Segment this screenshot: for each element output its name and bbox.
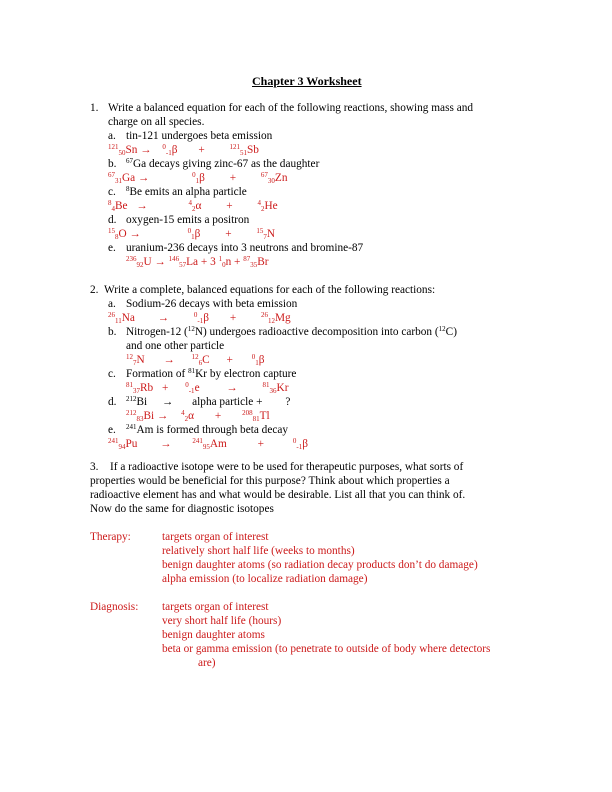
q2-text: Write a complete, balanced equations for each of the following reactions: [104, 284, 436, 296]
plus: + [198, 144, 205, 156]
q3-number: 3. [90, 461, 99, 473]
plus: + [229, 312, 237, 324]
q2b-text: Nitrogen-12 ($^{12}$N) undergoes radioactive decomposition into carbon ($^{12}$C) [126, 325, 457, 338]
therapy-item: alpha emission (to localize radiation damage) [162, 573, 368, 585]
q2e-equation [108, 438, 308, 451]
arrow: → [163, 354, 175, 366]
q2c-equation [126, 382, 288, 395]
nuclide: $^{67}_{30}$Zn [260, 171, 288, 185]
q1-text-line2: charge on all species. [108, 116, 205, 128]
nuclide: $^0_{-1}$β [193, 311, 209, 325]
q2a-equation [108, 312, 291, 325]
arrow: → [138, 172, 150, 184]
q1d-label: d. [108, 214, 117, 226]
plus: + [229, 172, 237, 184]
q1a-text: tin-121 undergoes beta emission [126, 130, 273, 142]
nuclide: $^8_4$Be [108, 199, 128, 213]
q2e-text: $^{241}$Am is formed through beta decay [126, 423, 289, 436]
page-title: Chapter 3 Worksheet [252, 74, 362, 88]
diagnosis-item: beta or gamma emission (to penetrate to outside of body where detectors [162, 643, 491, 655]
q1a-label: a. [108, 130, 116, 142]
therapy-item: relatively short half life (weeks to months) [162, 545, 355, 557]
plus: + [200, 256, 208, 268]
q1d-equation [108, 228, 275, 241]
q2a-label: a. [108, 298, 116, 310]
nuclide: $^{15}_8$O [108, 227, 127, 241]
nuclide: $^{12}_6$C [191, 353, 210, 367]
q2c-text: Formation of $^{81}$Kr by electron capture [126, 367, 297, 380]
q2d-equation [126, 410, 270, 423]
nuclide: $^{146}_{57}$La [168, 255, 199, 269]
arrow: → [140, 144, 152, 156]
nuclide: $^{208}_{81}$Tl [242, 409, 270, 423]
q2d-label: d. [108, 396, 117, 408]
diagnosis-item: benign daughter atoms [162, 629, 265, 641]
q1c-label: c. [108, 186, 116, 198]
nuclide: $^0_{-1}$e [185, 381, 200, 395]
nuclide: $^{121}_{51}$Sb [229, 143, 259, 157]
diagnosis-item: are) [198, 657, 216, 669]
plus: + [162, 382, 169, 394]
q1e-equation [126, 256, 269, 269]
plus: + [234, 256, 241, 268]
q1a-equation [108, 144, 259, 157]
diagnosis-label: Diagnosis: [90, 601, 139, 613]
nuclide: $^{121}_{50}$Sn [108, 143, 138, 157]
nuclide: $^{15}_7$N [256, 227, 276, 241]
therapy-item: targets organ of interest [162, 531, 269, 543]
diagnosis-item: very short half life (hours) [162, 615, 282, 627]
nuclide: $^4_2$α [188, 199, 202, 213]
plus: + [226, 200, 233, 212]
q2b-equation [126, 354, 264, 367]
q2a-text: Sodium-26 decays with beta emission [126, 298, 298, 310]
therapy-label: Therapy: [90, 531, 131, 543]
nuclide: $^4_2$He [257, 199, 278, 213]
arrow: → [129, 228, 141, 240]
plus: + [257, 438, 265, 450]
nuclide: $^1_0$n [218, 255, 232, 269]
arrow: → [154, 256, 166, 268]
nuclide: $^{26}_{12}$Mg [261, 311, 291, 325]
q3-line3: radioactive element has and what would be desirable. List all that you can think of. [90, 489, 466, 501]
nuclide: $^0_1$β [251, 353, 265, 367]
arrow: → [157, 410, 169, 422]
nuclide: $^{81}_{36}$Kr [262, 381, 289, 395]
q2-number: 2. [90, 284, 99, 296]
nuclide: $^4_2$α [181, 409, 195, 423]
therapy-item: benign daughter atoms (so radiation decay products don’t do damage) [162, 559, 478, 571]
q1c-text: $^8$Be emits an alpha particle [126, 185, 247, 198]
q1e-label: e. [108, 242, 116, 254]
nuclide: $^{67}_{31}$Ga [108, 171, 136, 185]
arrow: → [226, 382, 238, 394]
q1b-text: $^{67}$Ga decays giving zinc-67 as the daughter [126, 157, 320, 170]
q3-line4: Now do the same for diagnostic isotopes [90, 503, 274, 515]
q1c-equation [108, 200, 278, 213]
nuclide: $^0_{-1}$β [162, 143, 178, 157]
q1d-text: oxygen-15 emits a positron [126, 214, 250, 226]
plus: + [226, 354, 233, 366]
nuclide: $^{212}_{83}$Bi [126, 409, 155, 423]
diagnosis-item: targets organ of interest [162, 601, 269, 613]
coefficient: 3 [210, 256, 216, 268]
nuclide: $^{236}_{92}$U [126, 255, 152, 269]
q2b-label: b. [108, 326, 117, 338]
q1-text-line1: Write a balanced equation for each of the following reactions, showing mass and [108, 102, 474, 114]
nuclide: $^{81}_{37}$Rb [126, 381, 154, 395]
q2b-text-line2: and one other particle [126, 340, 225, 352]
arrow: → [157, 312, 170, 324]
q2c-label: c. [108, 368, 116, 380]
q3-line1: If a radioactive isotope were to be used for therapeutic purposes, what sorts of [110, 461, 464, 473]
nuclide: $^{26}_{11}$Na [108, 311, 135, 325]
q1b-label: b. [108, 158, 117, 170]
q3-line2: properties would be beneficial for this purpose? Think about which properties a [90, 475, 450, 487]
nuclide: $^0_{-1}$β [292, 437, 308, 451]
arrow: → [136, 200, 148, 212]
nuclide: $^0_1$β [192, 171, 205, 185]
plus: + [214, 410, 222, 422]
q1-number: 1. [90, 102, 99, 114]
arrow: → [160, 438, 172, 450]
q2d-text: $^{212}$Bi → alpha particle + ? [126, 395, 291, 408]
q1b-equation [108, 172, 287, 185]
nuclide: $^0_1$β [187, 227, 201, 241]
nuclide: $^{12}_7$N [126, 353, 145, 367]
q1e-text: uranium-236 decays into 3 neutrons and bromine-87 [126, 242, 364, 254]
q2e-label: e. [108, 424, 116, 436]
nuclide: $^{241}_{94}$Pu [108, 437, 138, 451]
nuclide: $^{241}_{95}$Am [192, 437, 227, 451]
nuclide: $^{87}_{35}$Br [243, 255, 269, 269]
plus: + [225, 228, 232, 240]
